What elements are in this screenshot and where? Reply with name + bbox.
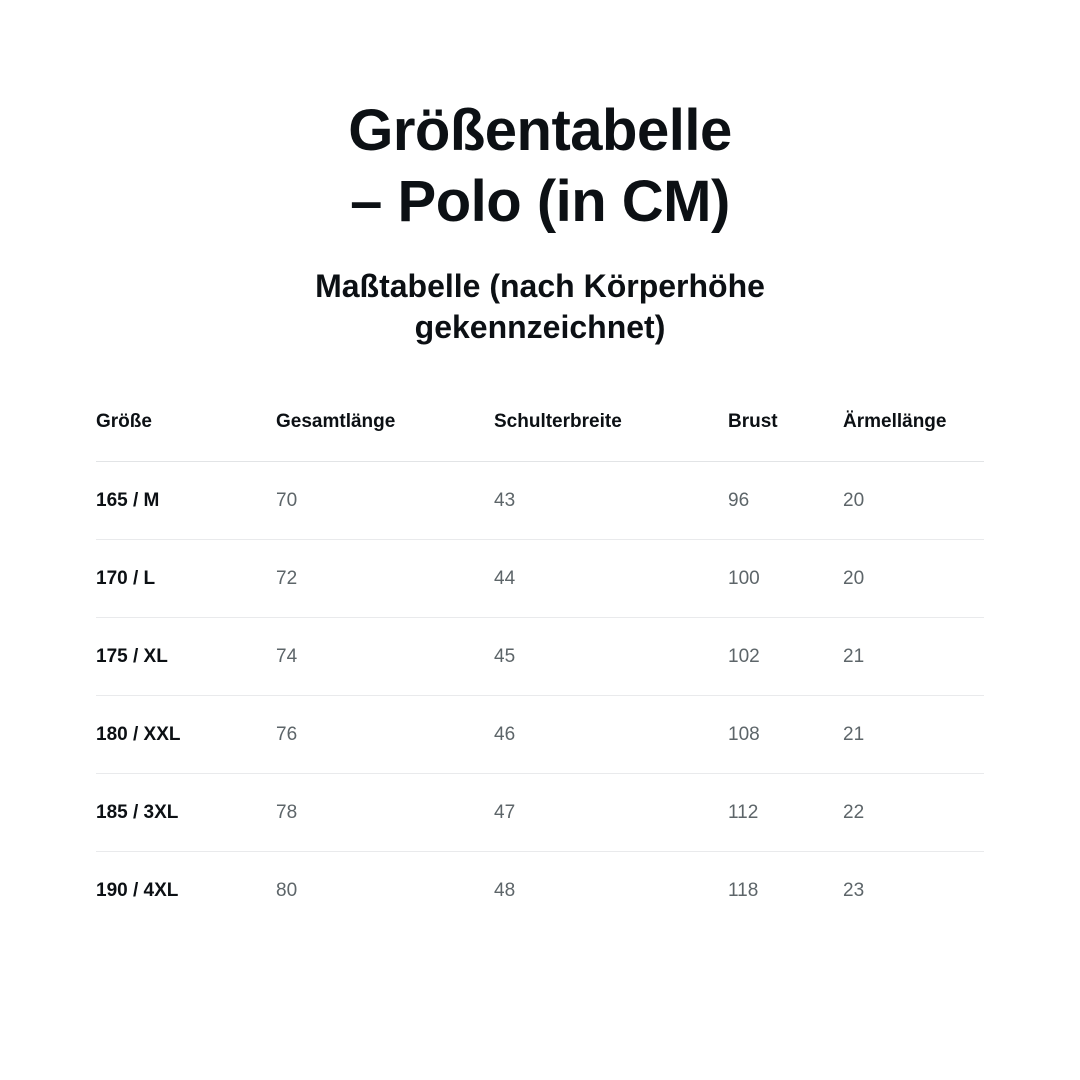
cell-shoulder-width: 44 — [494, 539, 728, 617]
cell-shoulder-width: 46 — [494, 695, 728, 773]
cell-sleeve-length: 21 — [843, 617, 984, 695]
cell-sleeve-length: 21 — [843, 695, 984, 773]
cell-size: 165 / M — [96, 461, 276, 539]
cell-sleeve-length: 20 — [843, 461, 984, 539]
cell-chest: 112 — [728, 773, 843, 851]
column-header-chest: Brust — [728, 410, 778, 432]
size-table-container — [96, 411, 984, 929]
page-title-line-1: Größentabelle — [348, 98, 732, 163]
page-title — [96, 96, 984, 238]
cell-total-length: 78 — [276, 773, 494, 851]
table-body — [96, 461, 984, 929]
table-row — [96, 539, 984, 617]
column-header-size: Größe — [96, 410, 152, 432]
cell-sleeve-length: 22 — [843, 773, 984, 851]
table-row — [96, 695, 984, 773]
cell-total-length: 76 — [276, 695, 494, 773]
page-title-line-2: – Polo (in CM) — [350, 168, 730, 234]
column-header-shoulder-width: Schulterbreite — [494, 410, 622, 432]
cell-shoulder-width: 45 — [494, 617, 728, 695]
size-table — [96, 411, 984, 929]
cell-chest: 96 — [728, 461, 843, 539]
cell-shoulder-width: 48 — [494, 879, 516, 901]
column-header-total-length: Gesamtlänge — [276, 410, 396, 432]
table-row — [96, 461, 984, 539]
page-subtitle-line-2: gekennzeichnet) — [414, 309, 666, 346]
cell-sleeve-length: 23 — [843, 879, 865, 901]
cell-chest: 102 — [728, 617, 843, 695]
cell-chest: 108 — [728, 695, 843, 773]
page-subtitle-line-1: Maßtabelle (nach Körperhöhe — [315, 267, 765, 304]
cell-chest: 118 — [728, 879, 759, 901]
cell-total-length: 70 — [276, 461, 494, 539]
column-header-sleeve-length: Ärmellänge — [843, 410, 947, 432]
cell-total-length: 80 — [276, 879, 298, 901]
cell-size: 170 / L — [96, 539, 276, 617]
cell-shoulder-width: 43 — [494, 461, 728, 539]
cell-shoulder-width: 47 — [494, 773, 728, 851]
table-row — [96, 617, 984, 695]
page-subtitle — [315, 266, 765, 349]
cell-total-length: 74 — [276, 617, 494, 695]
table-row — [96, 851, 984, 929]
cell-sleeve-length: 20 — [843, 539, 984, 617]
table-header-row — [96, 411, 984, 462]
table-row — [96, 773, 984, 851]
cell-size: 185 / 3XL — [96, 773, 276, 851]
cell-total-length: 72 — [276, 539, 494, 617]
cell-size: 180 / XXL — [96, 695, 276, 773]
table-header — [96, 411, 984, 462]
cell-chest: 100 — [728, 539, 843, 617]
cell-size: 175 / XL — [96, 617, 276, 695]
cell-size: 190 / 4XL — [96, 879, 179, 901]
